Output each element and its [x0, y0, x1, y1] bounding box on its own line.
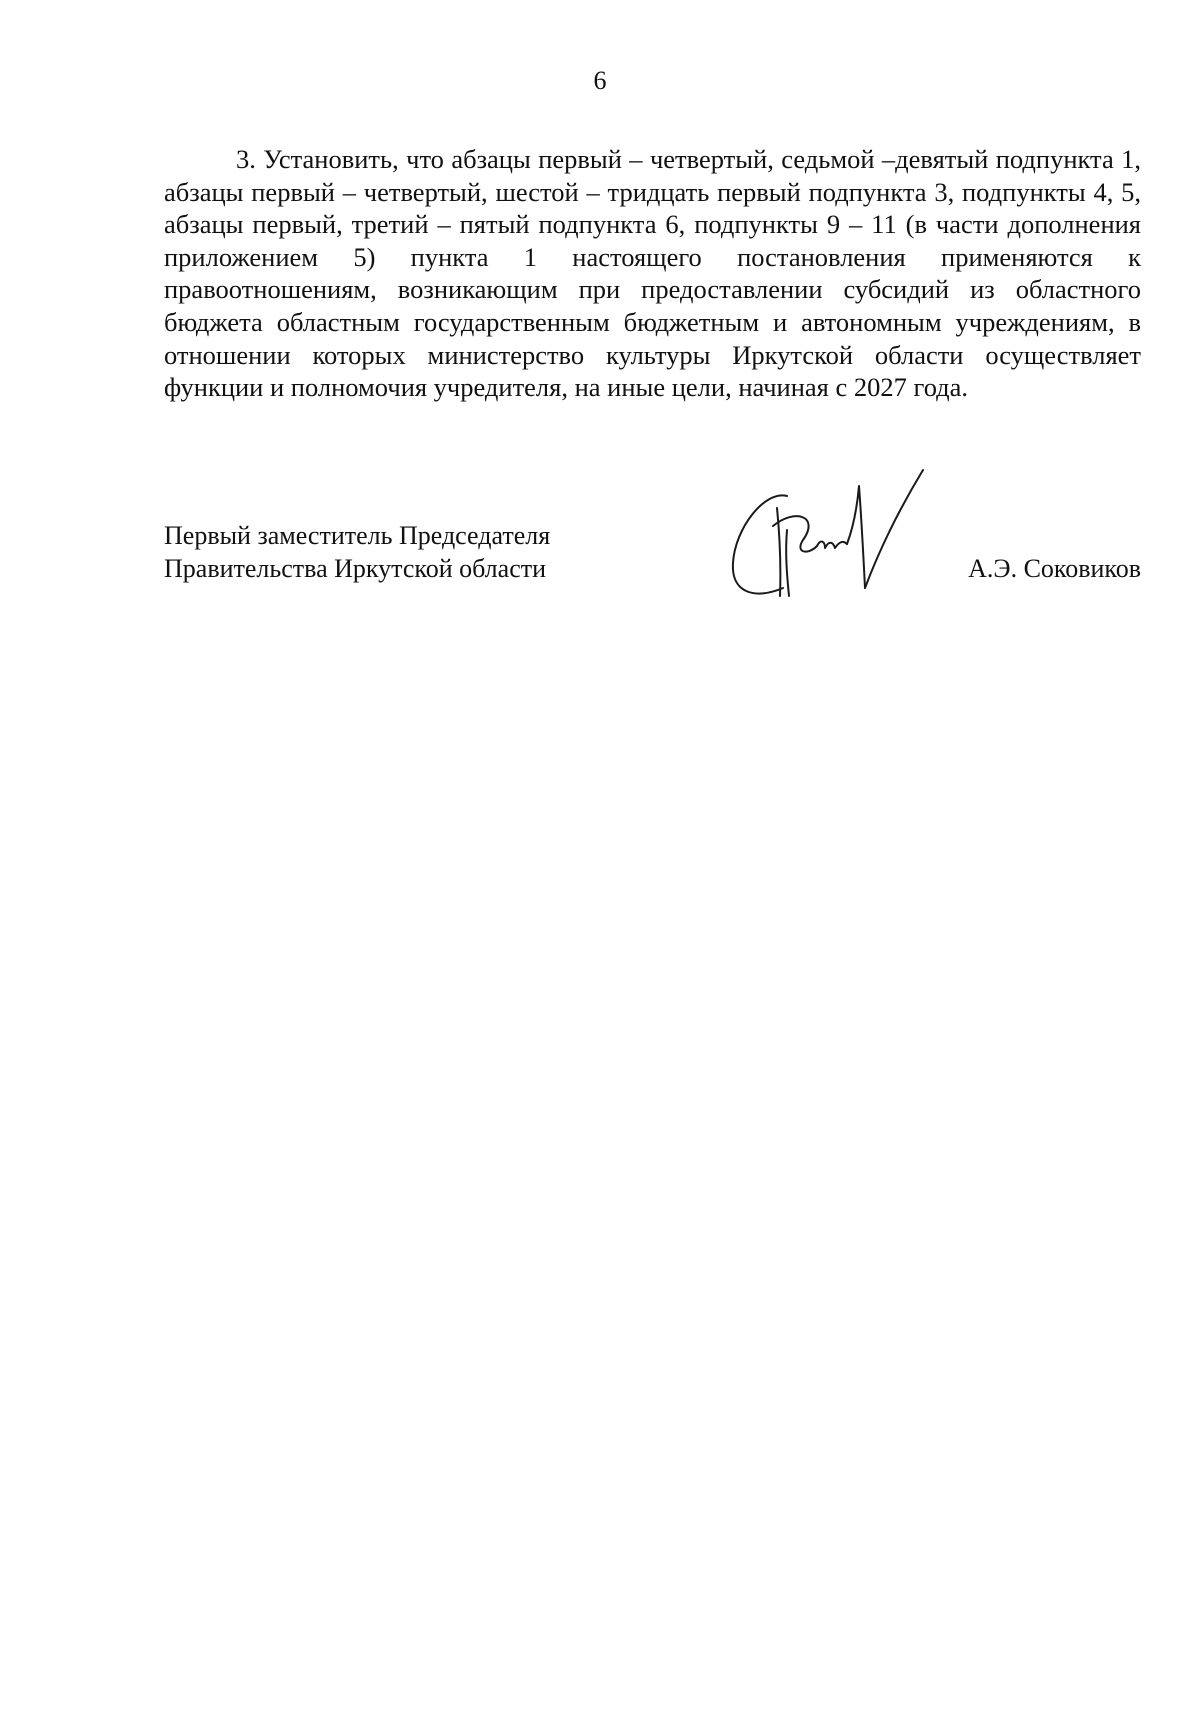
signatory-name: А.Э. Соковиков: [968, 554, 1141, 583]
signatory-title: [164, 519, 684, 585]
paragraph-3: 3. Установить, что абзацы первый – четвертый, седьмой –девятый подпункта 1, абзацы первый – четвертый, шестой – тридцать первый подпункта 3, подпункты 4, 5, абзацы первый, третий – пятый подпункта 6, подпункты 9 – 11 (в части дополнения приложением 5) пункта 1 настоящего постановления применяются к правоотношениям, возникающим при предоставлении субсидий из областного бюджета областным государственным бюджетным и автономным учреждениям, в отношении которых министерство культуры Иркутской области осуществляет функции и полномочия учредителя, на иные цели, начиная с 2027 года.: [164, 144, 1141, 403]
signatory-title-line-1: Первый заместитель Председателя: [164, 521, 551, 550]
page-number: 6: [593, 66, 607, 95]
signatory-title-line-2: Правительства Иркутской области: [164, 554, 547, 583]
handwritten-signature-icon: [725, 468, 955, 610]
